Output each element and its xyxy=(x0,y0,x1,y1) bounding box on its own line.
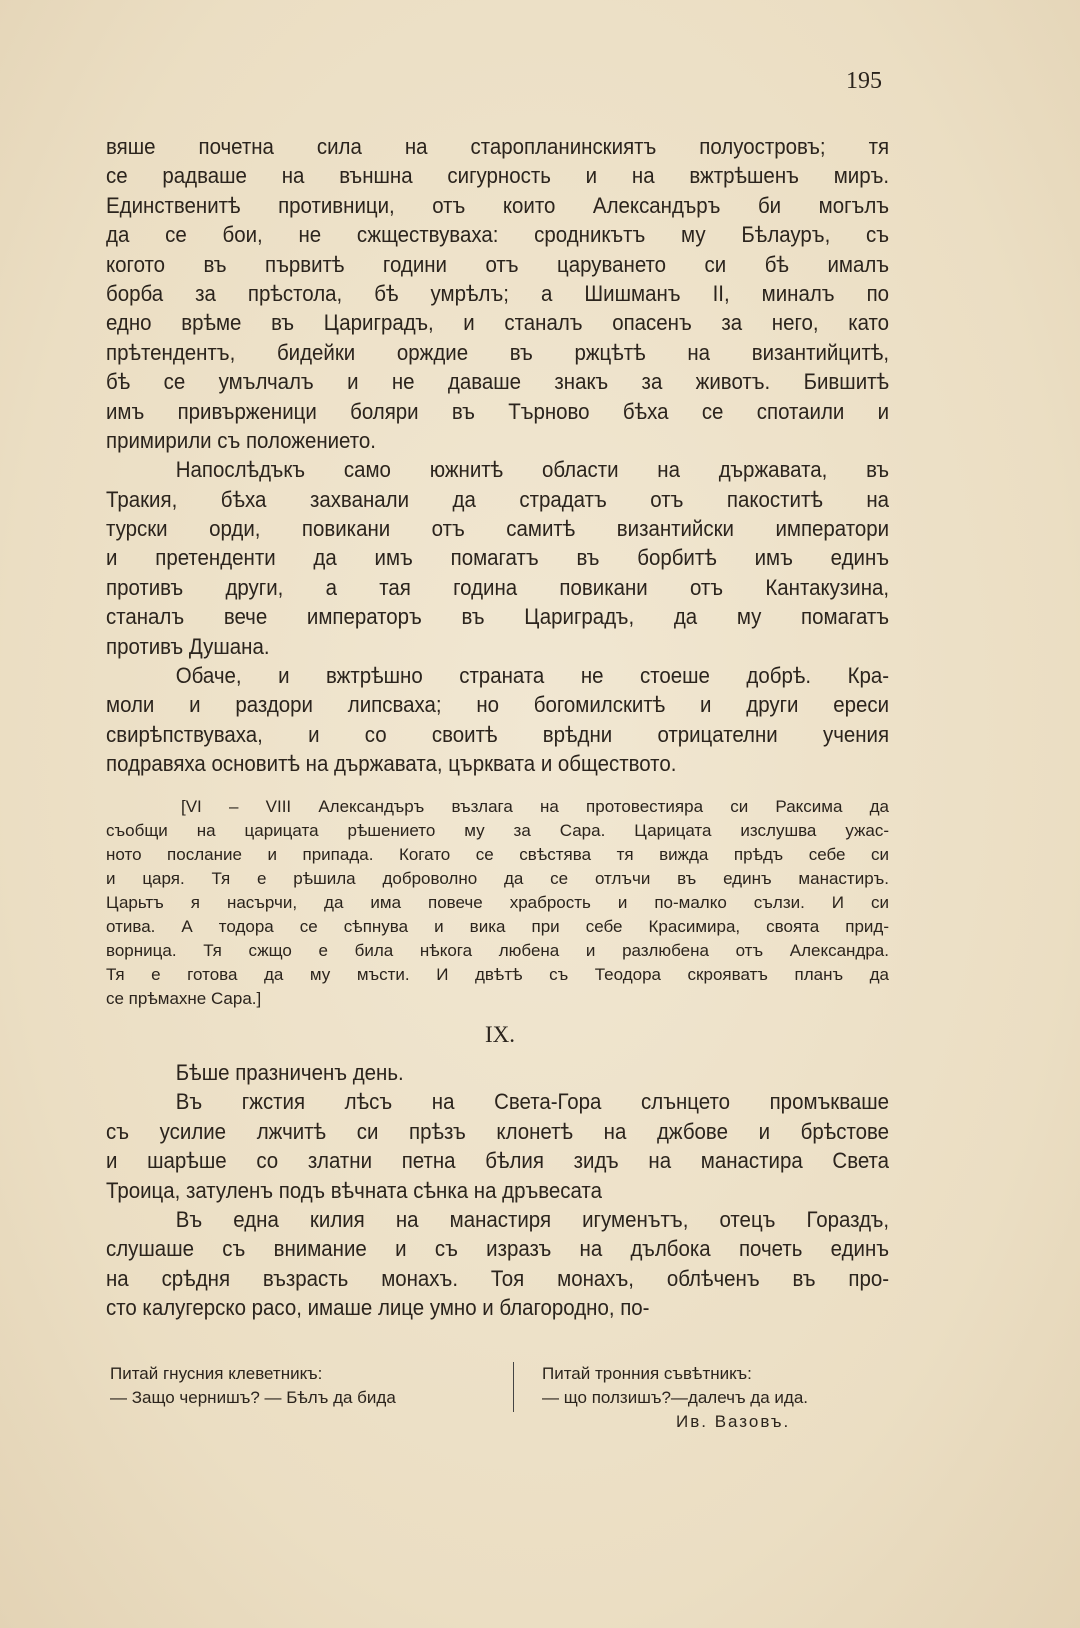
text-line: и шарѣше со златни петна бѣлия зидъ на манастира Света xyxy=(106,1148,890,1174)
text-line: бѣ се умълчалъ и не даваше знакъ за животъ. Бившитѣ xyxy=(106,369,890,395)
text-line: и претенденти да имъ помагатъ въ борбитѣ имъ единъ xyxy=(106,545,890,571)
footnote-summary xyxy=(106,795,889,1011)
text-line: имъ привърженици боляри въ Търново бѣха се спотаили и xyxy=(106,398,890,424)
epigraph-right xyxy=(542,1362,808,1434)
text-line: прѣтендентъ, бидейки орждие въ ржцѣтѣ на византийцитѣ, xyxy=(106,339,890,365)
epigraph-left xyxy=(110,1362,396,1410)
text-line: Въ една килия на манастиря игуменътъ, отецъ Гораздъ, xyxy=(175,1206,890,1232)
text-line: на срѣдня възрасть монахъ. Тоя монахъ, облѣченъ въ про- xyxy=(106,1265,890,1291)
epigraph-line: — що ползишъ?—далечъ да ида. xyxy=(542,1388,808,1407)
chapter-text xyxy=(106,1058,889,1323)
footnote-line: се прѣмахне Сара.] xyxy=(106,989,262,1008)
epigraph-line: — Защо чернишъ? — Бѣлъ да бида xyxy=(110,1388,396,1407)
text-line: слушаше съ внимание и съ изразъ на дълбока почеть единъ xyxy=(106,1236,890,1262)
footnote-line: Тя е готова да му мъсти. И двѣтѣ съ Теодора скрояватъ планъ да xyxy=(106,965,889,984)
text-line: противъ Душана. xyxy=(106,633,270,659)
text-line: турски орди, повикани отъ самитѣ византийски императори xyxy=(106,516,890,542)
text-line: съ усилие лжчитѣ си прѣзъ клонетѣ на джбове и брѣстове xyxy=(106,1118,890,1144)
text-line: свирѣпствуваха, и со своитѣ врѣдни отрицателни учения xyxy=(106,721,890,747)
text-line: сто калугерско расо, имаше лице умно и благородно, по- xyxy=(106,1295,650,1321)
epigraph-author: Ив. Вазовъ. xyxy=(676,1412,791,1431)
text-line: Троица, затуленъ подъ вѣчната сѣнка на дръвесата xyxy=(106,1177,602,1203)
footnote-line: Царьтъ я насърчи, да има повече храбрость и по-малко сълзи. И си xyxy=(106,893,889,912)
footnote-line: ворница. Тя сжщо е била нѣкога любена и разлюбена отъ Александра. xyxy=(106,941,889,960)
text-line: борба за прѣстола, бѣ умрѣлъ; а Шишманъ II, миналъ по xyxy=(106,280,890,306)
footnote-line: съобщи на царицата рѣшението му за Сара. Царицата изслушва ужас- xyxy=(106,821,889,840)
text-line: моли и раздори липсваха; но богомилскитѣ и други ереси xyxy=(106,692,890,718)
text-line: когото въ първитѣ години отъ царуването си бѣ ималъ xyxy=(106,251,890,277)
page-number: 195 xyxy=(846,68,882,94)
text-line: Въ гжстия лѣсъ на Света-Гора слънцето промъкваше xyxy=(175,1089,890,1115)
epigraph-divider xyxy=(513,1362,514,1412)
footnote-line: ното послание и припада. Когато се свѣстява тя вижда прѣдъ себе си xyxy=(106,845,889,864)
text-line: противъ други, а тая година повикани отъ Кантакузина, xyxy=(106,574,890,600)
text-line: едно врѣме въ Цариградъ, и станалъ опасенъ за него, като xyxy=(106,310,890,336)
text-line: Бѣше празниченъ день. xyxy=(175,1060,404,1085)
text-line: станалъ вече императоръ въ Цариградъ, да му помагатъ xyxy=(106,604,890,630)
text-line: Тракия, бѣха захванали да страдатъ отъ пакоститѣ на xyxy=(106,486,890,512)
text-line: вяше почетна сила на старопланинскиятъ полуостровъ; тя xyxy=(106,134,890,159)
footnote-line: [VI – VIII Александъръ възлага на протовестияра си Раксима да xyxy=(181,797,889,816)
text-line: Напослѣдъкъ само южнитѣ области на държавата, въ xyxy=(175,457,890,483)
chapter-heading: IX. xyxy=(484,1022,516,1047)
text-line: да се бои, не сжществуваха: сродникътъ му Бѣлауръ, съ xyxy=(106,222,890,248)
footnote-line: и царя. Тя е рѣшила доброволно да се отлъчи въ единъ манастиръ. xyxy=(106,869,889,888)
epigraph-line: Питай гнусния клеветникъ: xyxy=(110,1364,323,1383)
text-line: подравяха основитѣ на държавата, църквата и обществото. xyxy=(106,751,677,777)
epigraph-line: Питай тронния съвѣтникъ: xyxy=(542,1364,752,1383)
text-line: се радваше на външна сигурность и на вжтрѣшенъ миръ. xyxy=(106,163,890,189)
text-line: примирили съ положението. xyxy=(106,427,376,453)
text-line: Единственитѣ противници, отъ които Александъръ би могълъ xyxy=(106,192,890,218)
text-line: Обаче, и вжтрѣшно страната не стоеше добрѣ. Кра- xyxy=(175,663,890,689)
main-text xyxy=(106,132,889,779)
footnote-line: отива. А тодора се сѣпнува и вика при себе Красимира, своята прид- xyxy=(106,917,889,936)
